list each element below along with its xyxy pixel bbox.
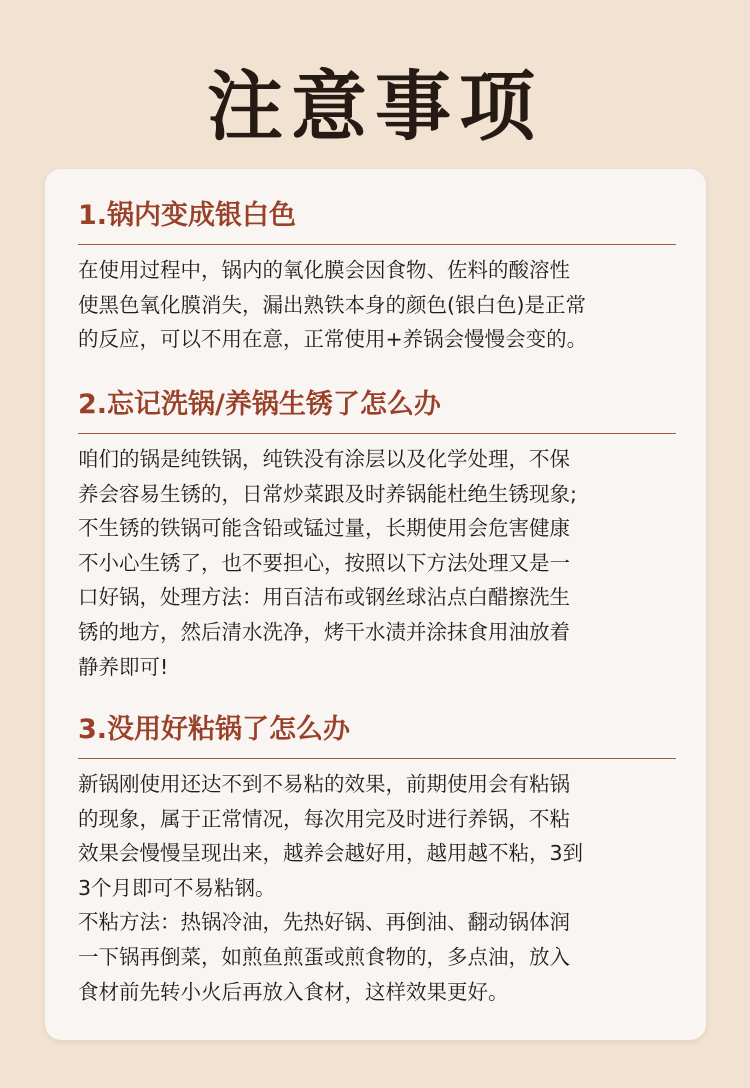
section-heading: 2.忘记洗锅/养锅生锈了怎么办 xyxy=(78,385,676,434)
section-rust xyxy=(78,385,676,684)
section-silver-white xyxy=(78,196,676,357)
page-title: 注意事项 xyxy=(207,62,543,151)
section-paragraph: 新锅刚使用还达不到不易粘的效果，前期使用会有粘锅 的现象，属于正常情况，每次用完及时进行养锅，不粘 效果会慢慢呈现出来，越养会越好用，越用越不粘，3到 3个月即可不易粘钢。 xyxy=(78,772,584,900)
section-heading: 3.没用好粘锅了怎么办 xyxy=(78,710,676,759)
section-heading: 1.锅内变成银白色 xyxy=(78,196,676,245)
section-paragraph: 不粘方法：热锅冷油，先热好锅、再倒油、翻动锅体润 一下锅再倒菜，如煎鱼煎蛋或煎食物的，多点油，放入 食材前先转小火后再放入食材，这样效果更好。 xyxy=(78,910,570,1004)
section-body xyxy=(78,442,676,684)
section-body xyxy=(78,767,676,1009)
section-body xyxy=(78,253,676,357)
section-sticking xyxy=(78,710,676,1009)
section-paragraph: 咱们的锅是纯铁锅，纯铁没有涂层以及化学处理，不保 养会容易生锈的，日常炒菜跟及时养锅能杜绝生锈现象; 不生锈的铁锅可能含铅或锰过量，长期使用会危害健康 不小心生锈了，也不要担心，按照以下方法处理又是一 口好锅，处理方法：用百洁布或钢丝球沾点白醋擦洗生 锈的地方，然后清水洗净，烤干水渍并涂抹食用油放着 静养即可! xyxy=(78,447,577,679)
section-paragraph: 在使用过程中，锅内的氧化膜会因食物、佐料的酸溶性 使黑色氧化膜消失，漏出熟铁本身的颜色(银白色)是正常 的反应，可以不用在意，正常使用+养锅会慢慢会变的。 xyxy=(78,258,588,352)
